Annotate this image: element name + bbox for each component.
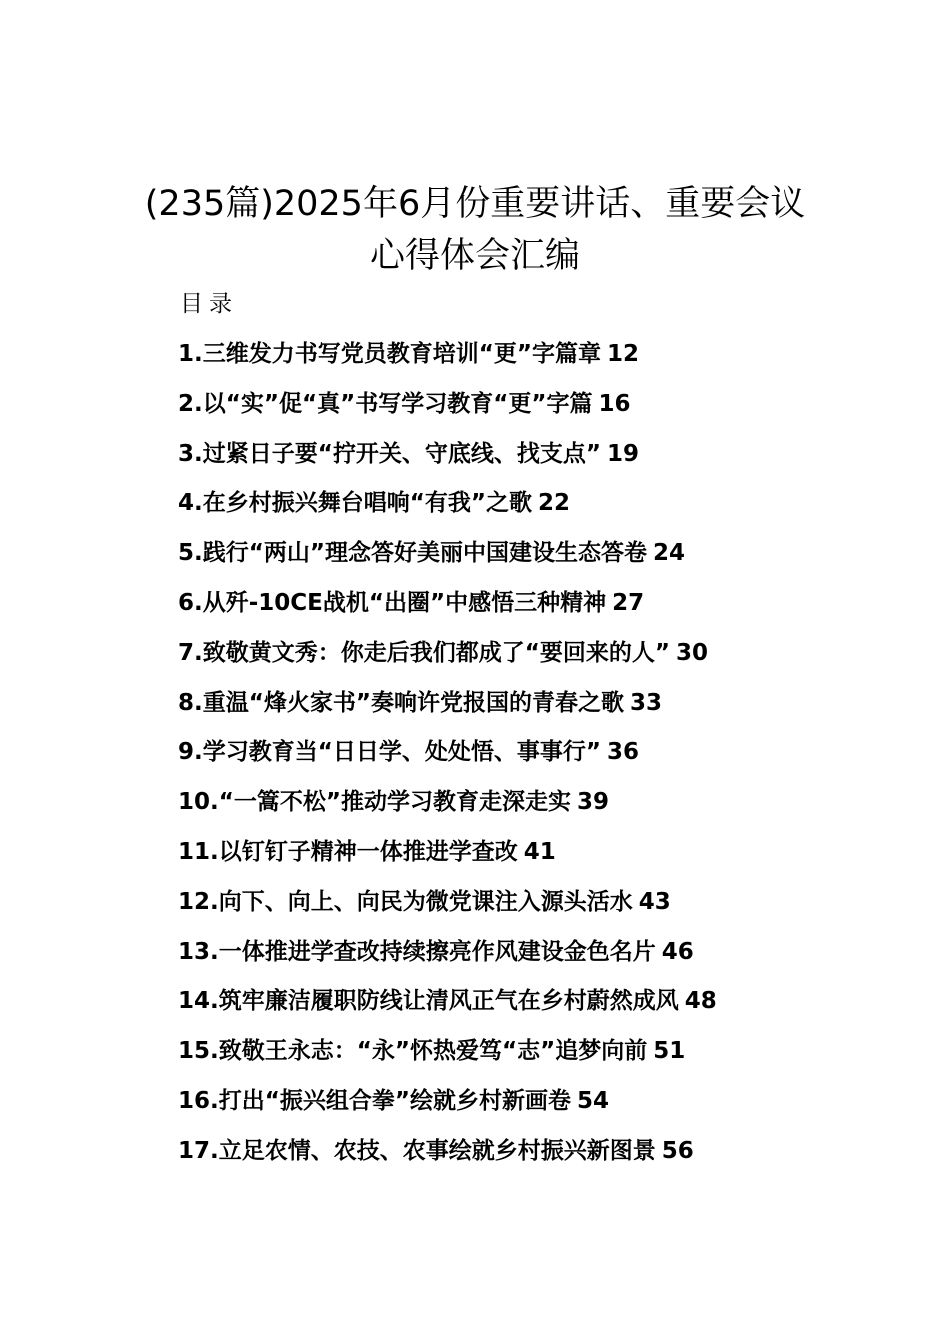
toc-item-page: 56 (661, 1137, 694, 1164)
toc-item-page: 36 (606, 739, 639, 766)
toc-item-14[interactable] (178, 981, 918, 1031)
toc-item-label: 7.致敬黄文秀：你走后我们都成了“要回来的人” (178, 639, 670, 666)
toc-item-label: 9.学习教育当“日日学、处处悟、事事行” (178, 739, 601, 766)
toc-item-label: 12.向下、向上、向民为微党课注入源头活水 (178, 888, 633, 915)
toc-item-3[interactable] (178, 434, 918, 484)
toc-item-label: 10.“一篙不松”推动学习教育走深走实 (178, 789, 571, 816)
document-title (0, 178, 950, 282)
toc-item-page: 51 (653, 1038, 686, 1065)
toc-item-16[interactable] (178, 1081, 918, 1131)
toc-item-13[interactable] (178, 932, 918, 982)
toc-item-label: 16.打出“振兴组合拳”绘就乡村新画卷 (178, 1087, 571, 1114)
toc-item-page: 27 (612, 589, 645, 616)
toc-item-label: 4.在乡村振兴舞台唱响“有我”之歌 (178, 490, 532, 517)
toc-item-17[interactable] (178, 1131, 918, 1181)
toc-item-7[interactable] (178, 633, 918, 683)
toc-item-page: 30 (675, 639, 708, 666)
toc-item-label: 13.一体推进学查改持续擦亮作风建设金色名片 (178, 938, 656, 965)
toc-item-label: 14.筑牢廉洁履职防线让清风正气在乡村蔚然成风 (178, 988, 679, 1015)
toc-item-label: 11.以钉钉子精神一体推进学查改 (178, 838, 518, 865)
toc-item-4[interactable] (178, 483, 918, 533)
toc-item-label: 6.从歼-10CE战机“出圈”中感悟三种精神 (178, 589, 607, 616)
toc-item-page: 12 (606, 341, 639, 367)
toc-item-label: 1.三维发力书写党员教育培训“更”字篇章 (178, 341, 601, 367)
table-of-contents (178, 334, 918, 1181)
toc-item-page: 33 (629, 689, 662, 716)
toc-item-6[interactable] (178, 583, 918, 633)
toc-item-page: 24 (652, 540, 685, 567)
toc-item-page: 41 (523, 838, 556, 865)
toc-item-1[interactable] (178, 334, 918, 384)
document-title-line-1: (235篇)2025年6月份重要讲话、重要会议 (144, 184, 806, 224)
toc-item-8[interactable] (178, 683, 918, 733)
document-title-line-2: 心得体会汇编 (369, 236, 580, 276)
toc-item-label: 3.过紧日子要“拧开关、守底线、找支点” (178, 440, 601, 467)
toc-item-page: 48 (684, 988, 717, 1015)
toc-item-5[interactable] (178, 533, 918, 583)
toc-item-label: 8.重温“烽火家书”奏响许党报国的青春之歌 (178, 689, 624, 716)
toc-item-page: 43 (638, 888, 671, 915)
toc-item-page: 46 (661, 938, 694, 965)
toc-item-page: 22 (537, 490, 570, 517)
toc-item-page: 39 (576, 789, 609, 816)
toc-item-11[interactable] (178, 832, 918, 882)
toc-item-label: 2.以“实”促“真”书写学习教育“更”字篇 (178, 390, 593, 417)
toc-item-label: 5.践行“两山”理念答好美丽中国建设生态答卷 (178, 540, 647, 567)
toc-item-page: 16 (598, 390, 631, 417)
toc-item-2[interactable] (178, 384, 918, 434)
toc-item-label: 17.立足农情、农技、农事绘就乡村振兴新图景 (178, 1137, 656, 1164)
toc-item-10[interactable] (178, 782, 918, 832)
toc-item-label: 15.致敬王永志：“永”怀热爱笃“志”追梦向前 (178, 1038, 648, 1065)
toc-item-page: 54 (576, 1087, 609, 1114)
toc-item-page: 19 (606, 440, 639, 467)
toc-item-15[interactable] (178, 1031, 918, 1081)
toc-item-9[interactable] (178, 732, 918, 782)
toc-item-12[interactable] (178, 882, 918, 932)
toc-heading: 目录 (180, 291, 238, 317)
